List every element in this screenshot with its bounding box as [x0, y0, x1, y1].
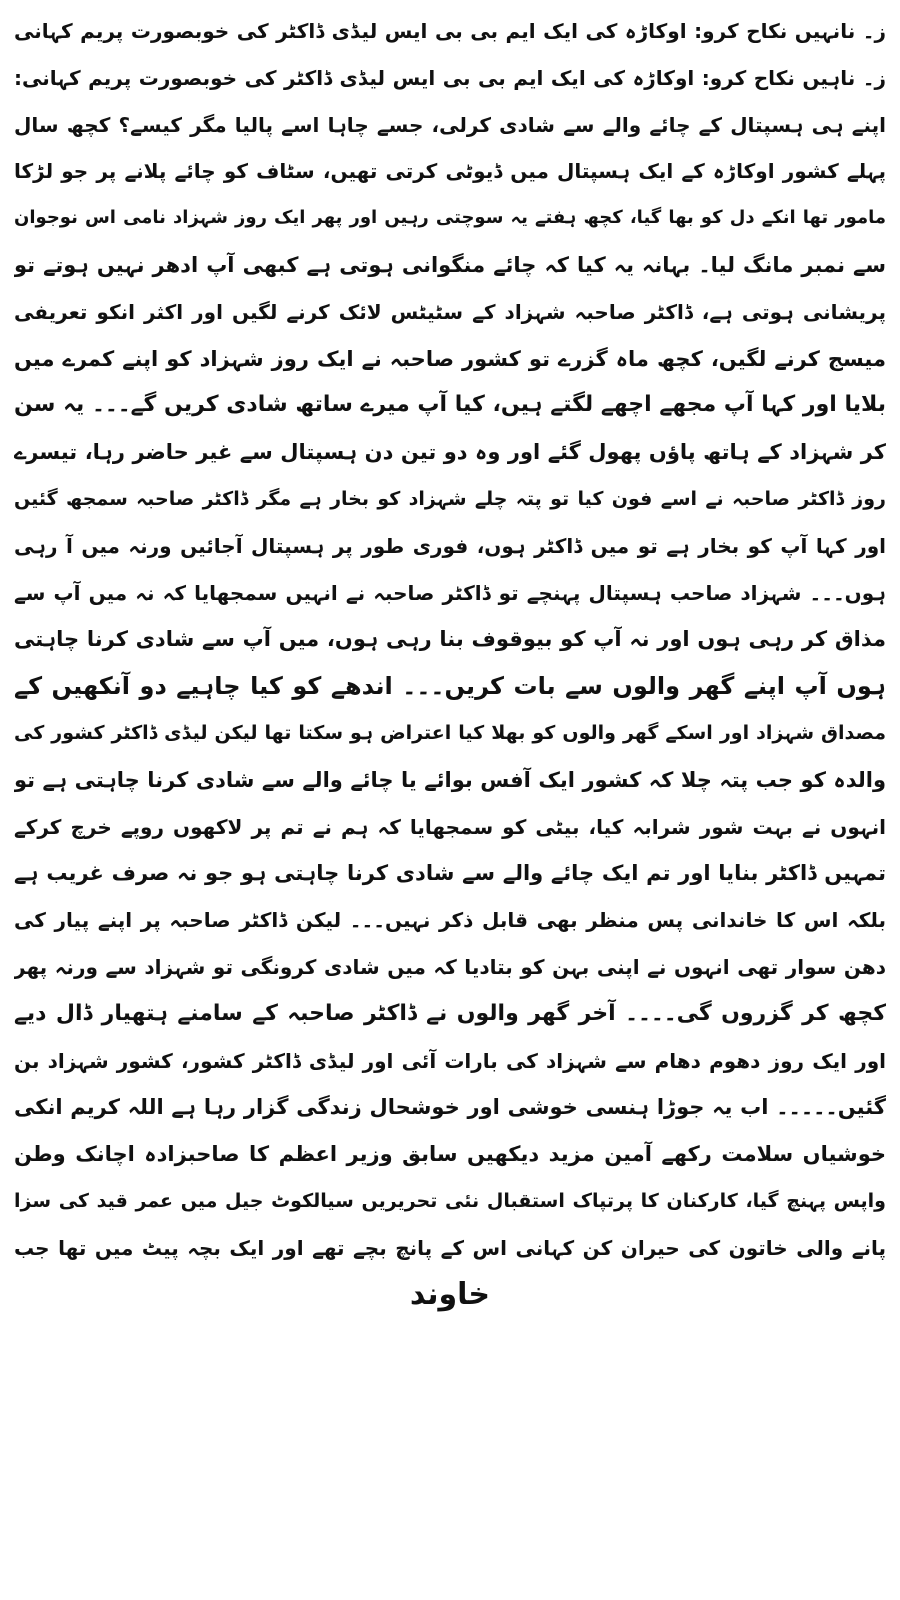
- body-line: سے نمبر مانگ لیا۔ بہانہ یہ کیا کہ چائے منگوانی ہوتی ہے کبھی آپ ادھر نہیں ہوتے تو: [14, 252, 886, 277]
- body-line: دھن سوار تھی انہوں نے اپنی بہن کو بتادیا کہ میں شادی کرونگی تو شہزاد سے ورنہ پھر: [14, 954, 886, 979]
- body-line: پانے والی خاتون کی حیران کن کہانی اس کے پانچ بچے تھے اور ایک بچہ پیٹ میں تھا جب: [14, 1235, 886, 1260]
- body-line: ہوں۔۔۔ شہزاد صاحب ہسپتال پہنچے تو ڈاکٹر صاحبہ نے انہیں سمجھایا کہ نہ میں آپ سے: [14, 580, 886, 605]
- body-line: اپنے ہی ہسپتال کے چائے والے سے شادی کرلی، جسے چاہا اسے پالیا مگر کیسے؟ کچھ سال: [14, 112, 886, 137]
- body-line: پہلے کشور اوکاڑہ کے ایک ہسپتال میں ڈیوٹی کرتی تھیں، سٹاف کو چائے پلانے پر جو لڑکا: [14, 159, 886, 184]
- body-line: ہوں آپ اپنے گھر والوں سے بات کریں۔۔۔ اندھے کو کیا چاہیے دو آنکھیں کے: [14, 672, 886, 701]
- body-line: کچھ کر گزروں گی۔۔۔۔ آخر گھر والوں نے ڈاکٹر صاحبہ کے سامنے ہتھیار ڈال دیے: [14, 1000, 886, 1026]
- body-line: اور ایک روز دھوم دھام سے شہزاد کی بارات آئی اور لیڈی ڈاکٹر کشور، کشور شہزاد بن: [14, 1048, 886, 1073]
- body-line: پریشانی ہوتی ہے، ڈاکٹر صاحبہ شہزاد کے سٹیٹس لائک کرنے لگیں اور اکثر انکو تعریفی: [14, 299, 886, 324]
- headline-line: ز۔ ناہیں نکاح کرو: اوکاڑہ کی ایک ایم بی بی ایس لیڈی ڈاکٹر کی خوبصورت پریم کہانی:: [14, 65, 886, 90]
- body-line: روز ڈاکٹر صاحبہ نے اسے فون کیا تو پتہ چلے شہزاد کو بخار ہے مگر ڈاکٹر صاحبہ سمجھ گئیں: [14, 487, 886, 510]
- body-line: انہوں نے بہت شور شرابہ کیا، بیٹی کو سمجھایا کہ ہم نے تم پر لاکھوں روپے خرچ کرکے: [14, 814, 886, 839]
- body-line: اور کہا آپ کو بخار ہے تو میں ڈاکٹر ہوں، فوری طور پر ہسپتال آجائیں ورنہ میں آ رہی: [14, 533, 886, 558]
- body-line: تمہیں ڈاکٹر بنایا اور تم ایک چائے والے سے شادی کرنا چاہتی ہو جو نہ صرف غریب ہے: [14, 861, 886, 886]
- body-line: کر شہزاد کے ہاتھ پاؤں پھول گئے اور وہ دو تین دن ہسپتال سے غیر حاضر رہا، تیسرے: [14, 440, 886, 465]
- body-line: مامور تھا انکے دل کو بھا گیا، کچھ ہفتے یہ سوچتی رہیں اور پھر ایک روز شہزاد نامی اس نوجوان: [14, 207, 886, 229]
- body-line: واپس پہنچ گیا، کارکنان کا پرتپاک استقبال نئی تحریریں سیالکوٹ جیل میں عمر قید کی سزا: [14, 1189, 886, 1212]
- body-line: بلایا اور کہا آپ مجھے اچھے لگتے ہیں، کیا آپ میرے ساتھ شادی کریں گے۔۔۔ یہ سن: [14, 392, 886, 418]
- body-line: مذاق کر رہی ہوں اور نہ آپ کو بیوقوف بنا رہی ہوں، میں آپ سے شادی کرنا چاہتی: [14, 627, 886, 652]
- body-line: خوشیاں سلامت رکھے آمین مزید دیکھیں سابق وزیر اعظم کا صاحبزادہ اچانک وطن: [14, 1142, 886, 1167]
- body-line: والدہ کو جب پتہ چلا کہ کشور ایک آفس بوائے یا چائے والے سے شادی کرنا چاہتی ہے تو: [14, 767, 886, 792]
- body-line: بلکہ اس کا خاندانی پس منظر بھی قابل ذکر نہیں۔۔۔ لیکن ڈاکٹر صاحبہ پر اپنے پیار کی: [14, 908, 886, 933]
- body-line: گئیں۔۔۔۔۔ اب یہ جوڑا ہنسی خوشی اور خوشحال زندگی گزار رہا ہے اللہ کریم انکی: [14, 1095, 886, 1120]
- body-line: میسج کرنے لگیں، کچھ ماہ گزرے تو کشور صاحبہ نے ایک روز شہزاد کو اپنے کمرے میں: [14, 346, 886, 371]
- final-word-line: خاوند: [409, 1276, 491, 1312]
- headline-line: ز۔ نانہیں نکاح کرو: اوکاڑہ کی ایک ایم بی بی ایس لیڈی ڈاکٹر کی خوبصورت پریم کہانی: [14, 19, 886, 43]
- body-line: مصداق شہزاد اور اسکے گھر والوں کو بھلا کیا اعتراض ہو سکتا تھا لیکن لیڈی ڈاکٹر کشور کی: [14, 721, 886, 744]
